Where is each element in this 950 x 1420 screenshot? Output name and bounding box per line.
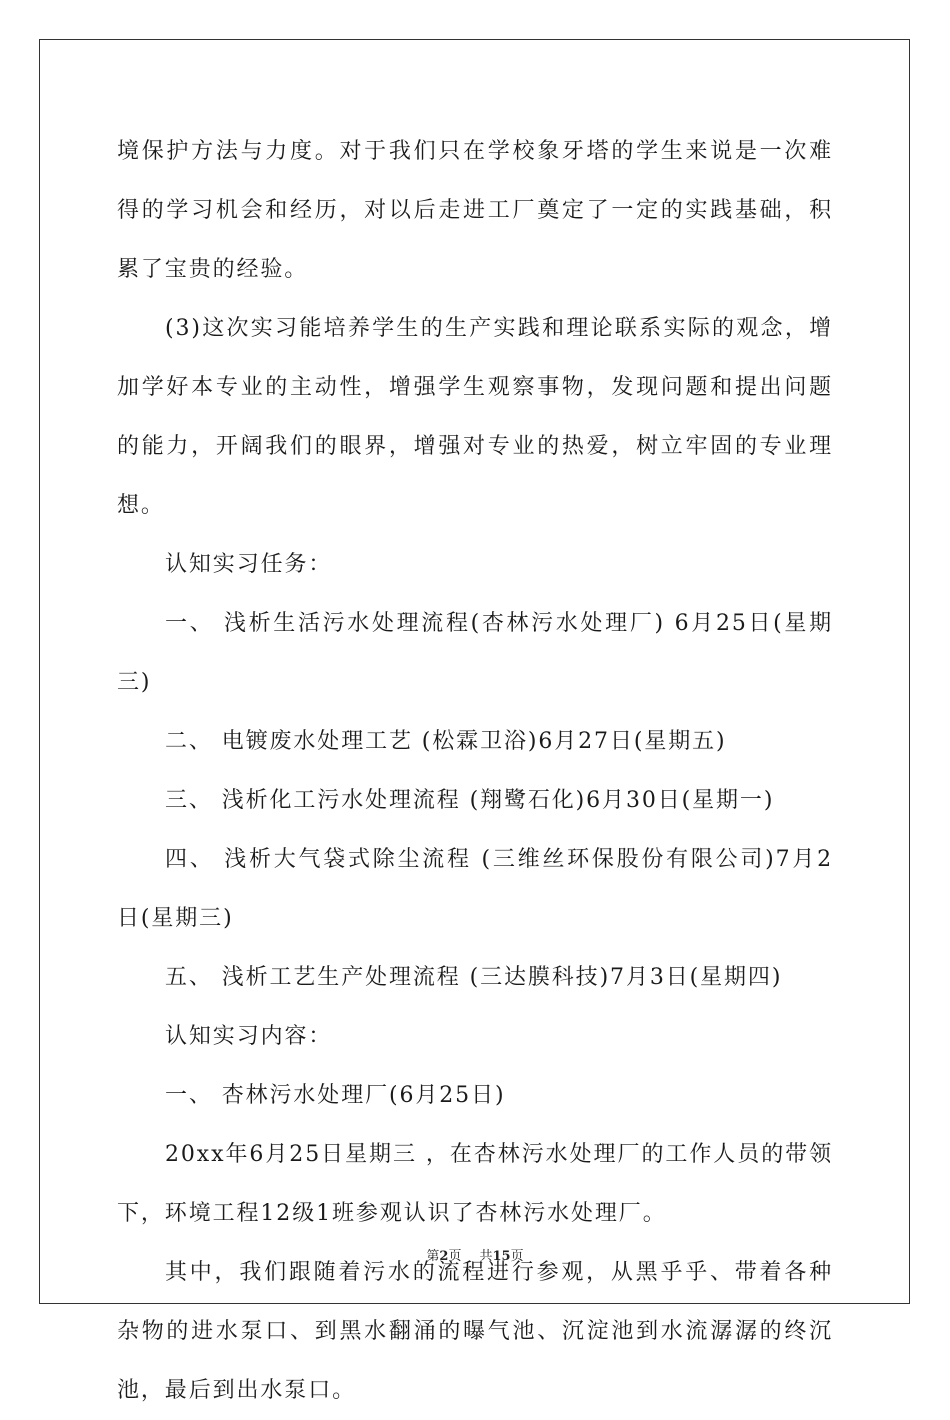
document-body [117,122,833,1420]
current-page-number: 2 [439,1249,449,1264]
page-suffix: 页 [448,1249,462,1264]
total-page-number: 15 [492,1249,511,1264]
total-prefix: 共 [479,1249,493,1264]
content-subheading-1: 一、 杏林污水处理厂(6月25日) [165,1083,506,1108]
paragraph-continued: 境保护方法与力度。对于我们只在学校象牙塔的学生来说是一次难得的学习机会和经历，对以后走进工厂奠定了一定的实践基础，积累了宝贵的经验。 [117,139,833,282]
task-item-2: 二、 电镀废水处理工艺 (松霖卫浴)6月27日(星期五) [165,729,727,754]
section-heading-tasks: 认知实习任务： [165,552,333,577]
page-prefix: 第 [426,1249,440,1264]
content-paragraph-process: 其中，我们跟随着污水的流程进行参观，从黑乎乎、带着各种杂物的进水泵口、到黑水翻涌的曝气池、沉淀池到水流潺潺的终沉池，最后到出水泵口。 [117,1260,833,1403]
section-heading-content: 认知实习内容： [165,1024,333,1049]
task-item-5: 五、 浅析工艺生产处理流程 (三达膜科技)7月3日(星期四) [165,965,783,990]
content-paragraph-visit: 20xx年6月25日星期三 ，在杏林污水处理厂的工作人员的带领下，环境工程12级1班参观认识了杏林污水处理厂。 [117,1142,833,1226]
task-item-4: 四、 浅析大气袋式除尘流程 (三维丝环保股份有限公司)7月2日(星期三) [117,847,833,931]
task-item-3: 三、 浅析化工污水处理流程 (翔鹭石化)6月30日(星期一) [165,788,775,813]
page-footer [0,1245,950,1264]
task-item-1: 一、 浅析生活污水处理流程(杏林污水处理厂) 6月25日(星期三) [117,611,833,695]
total-suffix: 页 [510,1249,524,1264]
paragraph-item-3: (3)这次实习能培养学生的生产实践和理论联系实际的观念，增加学好本专业的主动性，增强学生观察事物，发现问题和提出问题的能力，开阔我们的眼界，增强对专业的热爱，树立牢固的专业理想。 [117,316,833,518]
